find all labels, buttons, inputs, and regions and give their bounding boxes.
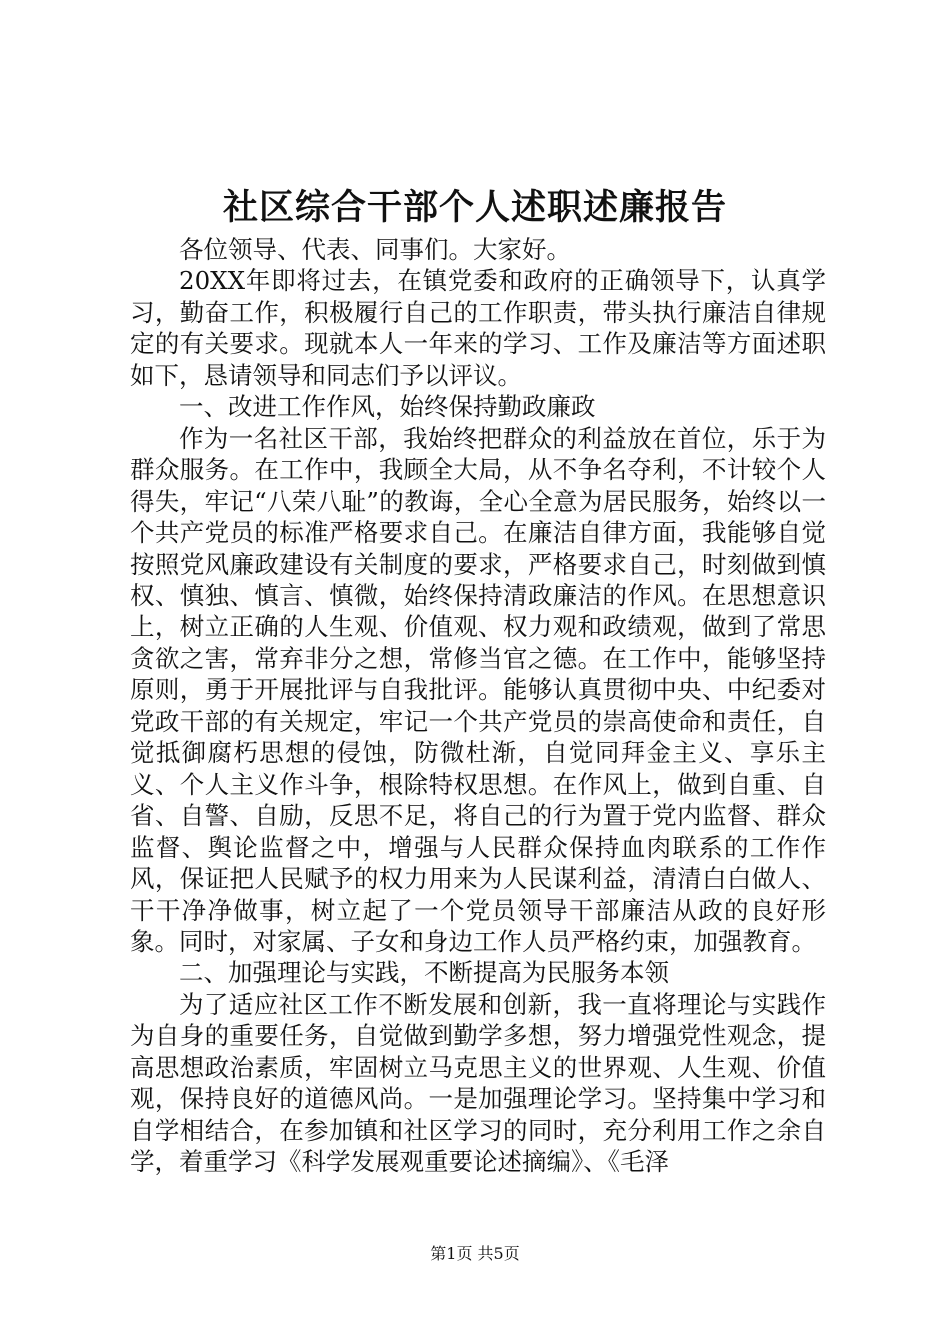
section-2-paragraph: 为了适应社区工作不断发展和创新，我一直将理论与实践作为自身的重要任务，自觉做到勤学多想，努力增强党性观念，提高思想政治素质，牢固树立马克思主义的世界观、人生观、价值观，保持良好的道德风尚。一是加强理论学习。坚持集中学习和自学相结合，在参加镇和社区学习的同时，充分利用工作之余自学，着重学习《科学发展观重要论述摘编》、《毛泽 (130, 989, 826, 1177)
page-number-footer: 第1页 共5页 (430, 1244, 520, 1263)
section-1-paragraph: 作为一名社区干部，我始终把群众的利益放在首位，乐于为群众服务。在工作中，我顾全大局，从不争名夺利，不计较个人得失，牢记“八荣八耻”的教诲，全心全意为居民服务，始终以一个共产党员的标准严格要求自己。在廉洁自律方面，我能够自觉按照党风廉政建设有关制度的要求，严格要求自己，时刻做到慎权、慎独、慎言、慎微，始终保持清政廉洁的作风。在思想意识上，树立正确的人生观、价值观、权力观和政绩观，做到了常思贪欲之害，常弃非分之想，常修当官之德。在工作中，能够坚持原则，勇于开展批评与自我批评。能够认真贯彻中央、中纪委对党政干部的有关规定，牢记一个共产党员的崇高使命和责任，自觉抵御腐朽思想的侵蚀，防微杜渐，自觉同拜金主义、享乐主义、个人主义作斗争，根除特权思想。在作风上，做到自重、自省、自警、自励，反思不足，将自己的行为置于党内监督、群众监督、舆论监督之中，增强与人民群众保持血肉联系的工作作风，保证把人民赋予的权力用来为人民谋利益，清清白白做人、干干净净做事，树立起了一个党员领导干部廉洁从政的良好形象。同时，对家属、子女和身边工作人员严格约束，加强教育。 (130, 423, 826, 956)
document-title: 社区综合干部个人述职述廉报告 (222, 187, 727, 228)
greeting-paragraph: 各位领导、代表、同事们。大家好。 (179, 235, 571, 264)
section-heading-1: 一、改进工作作风，始终保持勤政廉政 (179, 392, 596, 422)
intro-paragraph: 20XX年即将过去，在镇党委和政府的正确领导下，认真学习，勤奋工作，积极履行自己的工作职责，带头执行廉洁自律规定的有关要求。现就本人一年来的学习、工作及廉洁等方面述职如下，恳请领导和同志们予以评议。 (130, 266, 826, 390)
document-body (130, 234, 826, 1178)
section-heading-2: 二、加强理论与实践，不断提高为民服务本领 (179, 958, 669, 988)
